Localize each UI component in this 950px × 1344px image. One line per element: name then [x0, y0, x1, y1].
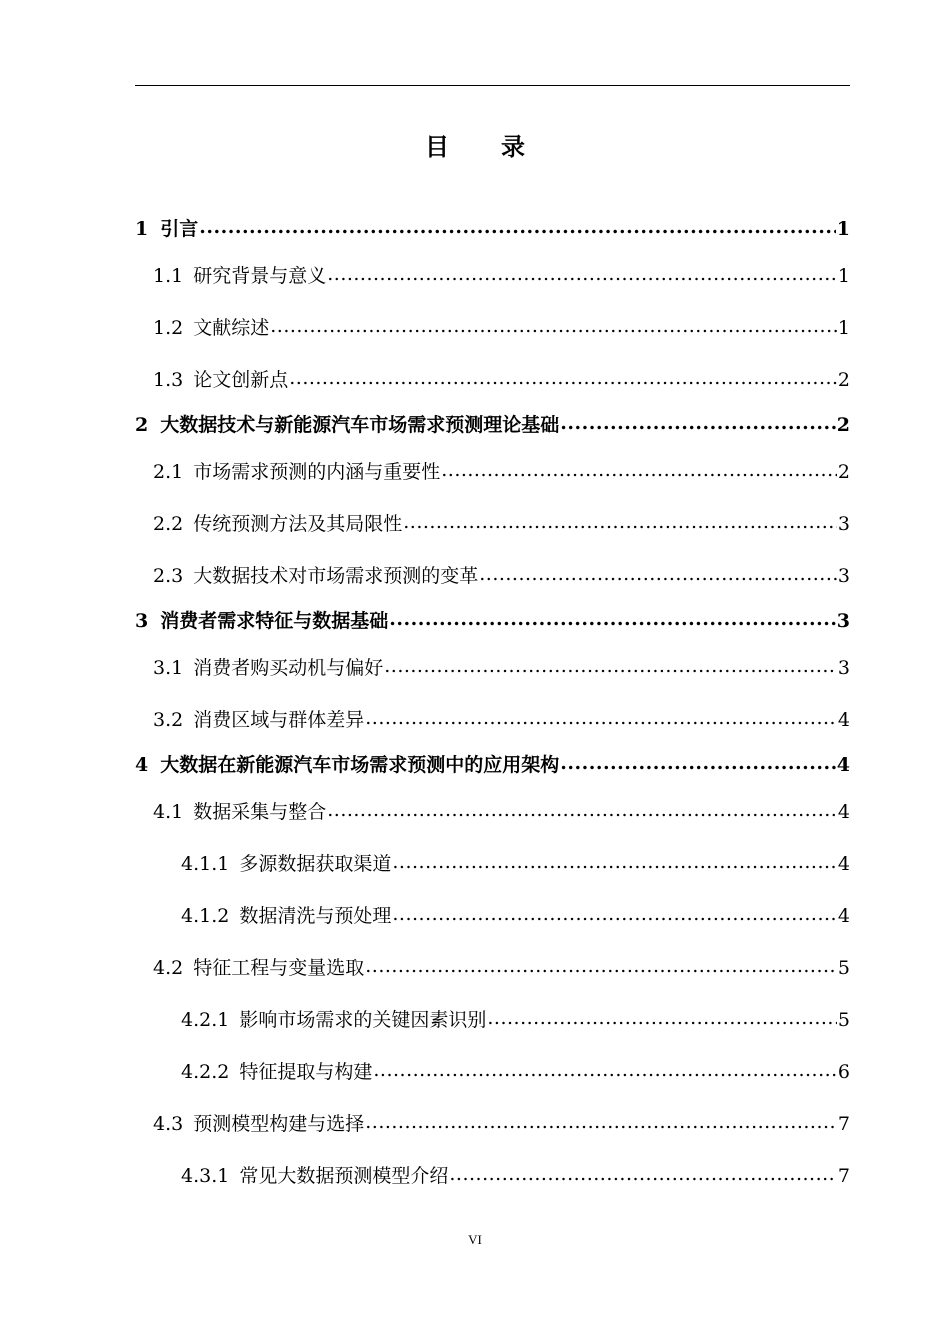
- toc-entry[interactable]: [153, 313, 850, 340]
- entry-number: 4.1.1: [181, 853, 230, 875]
- toc-entry[interactable]: [153, 561, 850, 588]
- dot-leader: [441, 459, 837, 478]
- entry-title: 特征提取与构建: [239, 1061, 373, 1083]
- toc-entry[interactable]: [135, 410, 850, 437]
- entry-number: 2.2: [153, 513, 184, 535]
- entry-title: 预测模型构建与选择: [193, 1113, 365, 1135]
- entry-title: 大数据技术对市场需求预测的变革: [193, 565, 479, 587]
- toc-entry[interactable]: [181, 1161, 850, 1188]
- entry-page: 2: [837, 369, 850, 391]
- dot-leader: [289, 367, 837, 386]
- entry-number: 3: [135, 610, 149, 632]
- entry-page: 7: [837, 1113, 850, 1135]
- title-char-right: 录: [501, 132, 525, 161]
- dot-leader: [373, 1059, 837, 1078]
- toc-entry[interactable]: [153, 365, 850, 392]
- dot-leader: [560, 412, 836, 431]
- entry-page: 4: [837, 801, 850, 823]
- dot-leader: [392, 851, 837, 870]
- entry-page: 2: [837, 461, 850, 483]
- toc-entry[interactable]: [181, 1005, 850, 1032]
- entry-number: 1.2: [153, 317, 184, 339]
- entry-number: 4.2.2: [181, 1061, 230, 1083]
- entry-number: 1.1: [153, 265, 184, 287]
- entry-number: 2.3: [153, 565, 184, 587]
- toc-entry[interactable]: [181, 1057, 850, 1084]
- toc-entry[interactable]: [153, 1109, 850, 1136]
- entry-title: 消费者需求特征与数据基础: [160, 610, 389, 632]
- toc-entry[interactable]: [153, 705, 850, 732]
- entry-page: 3: [837, 657, 850, 679]
- entry-number: 4: [135, 754, 149, 776]
- dot-leader: [560, 752, 836, 771]
- entry-page: 2: [836, 414, 850, 436]
- toc-entry[interactable]: [153, 797, 850, 824]
- entry-number: 4.3.1: [181, 1165, 230, 1187]
- entry-title: 论文创新点: [193, 369, 289, 391]
- entry-page: 1: [837, 317, 850, 339]
- toc-entry[interactable]: [153, 457, 850, 484]
- entry-page: 4: [836, 754, 850, 776]
- dot-leader: [384, 655, 837, 674]
- page-title: [0, 127, 950, 162]
- entry-page: 4: [837, 905, 850, 927]
- entry-title: 数据采集与整合: [193, 801, 327, 823]
- entry-page: 6: [837, 1061, 850, 1083]
- header-rule: [135, 85, 850, 86]
- toc-entry[interactable]: [135, 214, 850, 241]
- dot-leader: [270, 315, 837, 334]
- entry-page: 1: [837, 265, 850, 287]
- dot-leader: [365, 707, 837, 726]
- entry-title: 大数据技术与新能源汽车市场需求预测理论基础: [160, 414, 560, 436]
- entry-title: 消费者购买动机与偏好: [193, 657, 384, 679]
- dot-leader: [199, 216, 836, 235]
- dot-leader: [365, 1111, 837, 1130]
- toc-entry[interactable]: [135, 750, 850, 777]
- entry-page: 3: [836, 610, 850, 632]
- dot-leader: [449, 1163, 837, 1182]
- toc-entry[interactable]: [153, 653, 850, 680]
- entry-page: 1: [836, 218, 850, 240]
- entry-title: 消费区域与群体差异: [193, 709, 365, 731]
- entry-title: 特征工程与变量选取: [193, 957, 365, 979]
- dot-leader: [479, 563, 837, 582]
- entry-title: 大数据在新能源汽车市场需求预测中的应用架构: [160, 754, 560, 776]
- page-number: VI: [468, 1232, 482, 1247]
- entry-title: 文献综述: [193, 317, 270, 339]
- entry-page: 4: [837, 709, 850, 731]
- entry-page: 3: [837, 565, 850, 587]
- entry-title: 影响市场需求的关键因素识别: [239, 1009, 487, 1031]
- entry-title: 数据清洗与预处理: [239, 905, 392, 927]
- toc-entry[interactable]: [135, 606, 850, 633]
- dot-leader: [327, 799, 837, 818]
- title-char-left: 目: [425, 132, 449, 161]
- toc-entry[interactable]: [181, 901, 850, 928]
- dot-leader: [403, 511, 837, 530]
- entry-number: 3.2: [153, 709, 184, 731]
- entry-title: 常见大数据预测模型介绍: [239, 1165, 449, 1187]
- entry-number: 1: [135, 218, 149, 240]
- entry-number: 1.3: [153, 369, 184, 391]
- entry-page: 7: [837, 1165, 850, 1187]
- entry-page: 3: [837, 513, 850, 535]
- entry-number: 2.1: [153, 461, 184, 483]
- entry-number: 3.1: [153, 657, 184, 679]
- dot-leader: [487, 1007, 837, 1026]
- entry-number: 2: [135, 414, 149, 436]
- dot-leader: [392, 903, 837, 922]
- toc-entry[interactable]: [153, 509, 850, 536]
- entry-title: 传统预测方法及其局限性: [193, 513, 403, 535]
- entry-page: 4: [837, 853, 850, 875]
- entry-number: 4.2.1: [181, 1009, 230, 1031]
- entry-page: 5: [837, 957, 850, 979]
- entry-title: 多源数据获取渠道: [239, 853, 392, 875]
- entry-number: 4.2: [153, 957, 184, 979]
- entry-title: 市场需求预测的内涵与重要性: [193, 461, 441, 483]
- entry-number: 4.1.2: [181, 905, 230, 927]
- dot-leader: [389, 608, 836, 627]
- entry-number: 4.3: [153, 1113, 184, 1135]
- dot-leader: [365, 955, 837, 974]
- entry-title: 研究背景与意义: [193, 265, 327, 287]
- toc-entry[interactable]: [181, 849, 850, 876]
- entry-title: 引言: [160, 218, 199, 240]
- dot-leader: [327, 263, 837, 282]
- toc-entry[interactable]: [153, 953, 850, 980]
- entry-page: 5: [837, 1009, 850, 1031]
- entry-number: 4.1: [153, 801, 184, 823]
- toc-entry[interactable]: [153, 261, 850, 288]
